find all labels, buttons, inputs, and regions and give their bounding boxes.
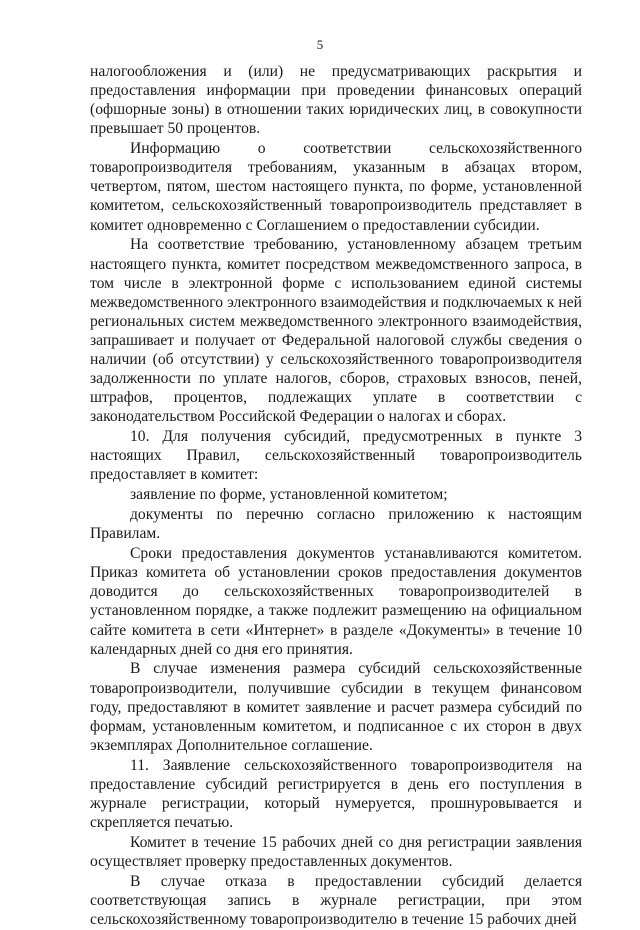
paragraph: На соответствие требованию, установленному абзацем третьим настоящего пункта, комитет посредством межведомственного запроса, в том числе в электронной форме с использованием единой системы межведомственного электронного взаимодействия и подключаемых к ней региональных систем межведомственного электронного взаимодействия, запрашивает и получает от Федеральной налоговой службы сведения о наличии (об отсутствии) у сельскохозяйственного товаропроизводителя задолженности по уплате налогов, сборов, страховых взносов, пеней, штрафов, процентов, подлежащих уплате в соответствии с законодательством Российской Федерации о налогах и сборах. [90,236,582,426]
paragraph: 10. Для получения субсидий, предусмотренных в пункте 3 настоящих Правил, сельскохозяйственный товаропроизводитель предоставляет в комитет: [90,428,582,484]
paragraph: документы по перечню согласно приложению к настоящим Правилам. [90,506,582,543]
document-body [90,62,582,930]
paragraph: Информацию о соответствии сельскохозяйственного товаропроизводителя требованиям, указанным в абзацах втором, четвертом, пятом, шестом настоящего пункта, по форме, установленной комитетом, сельскохозяйственный товаропроизводитель представляет в комитет одновременно с Соглашением о предоставлении субсидии. [90,140,582,234]
paragraph: налогообложения и (или) не предусматривающих раскрытия и предоставления информации при проведении финансовых операций (офшорные зоны) в отношении таких юридических лиц, в совокупности превышает 50 процентов. [90,63,582,138]
paragraph: В случае изменения размера субсидий сельскохозяйственные товаропроизводители, получившие субсидии в текущем финансовом году, предоставляют в комитет заявление и расчет размера субсидий по формам, установленным комитетом, и подписанное с их сторон в двух экземплярах Дополнительное соглашение. [90,660,582,754]
paragraph: В случае отказа в предоставлении субсидий делается соответствующая запись в журнале регистрации, при этом сельскохозяйственному товаропроизводителю в течение 15 рабочих дней [90,872,582,929]
paragraph: Сроки предоставления документов устанавливаются комитетом. Приказ комитета об установлении сроков предоставления документов доводится до сельскохозяйственных товаропроизводителей в установленном порядке, а также подлежит размещению на официальном сайте комитета в сети «Интернет» в разделе «Документы» в течение 10 календарных дней со дня его принятия. [90,545,582,658]
paragraph: Комитет в течение 15 рабочих дней со дня регистрации заявления осуществляет проверку предоставленных документов. [90,833,582,871]
paragraph: 11. Заявление сельскохозяйственного товаропроизводителя на предоставление субсидий регистрируется в день его поступления в журнале регистрации, который нумеруется, прошнуровывается и скрепляется печатью. [90,756,582,832]
page-number: 5 [316,37,324,52]
paragraph: заявление по форме, установленной комитетом; [130,486,448,504]
